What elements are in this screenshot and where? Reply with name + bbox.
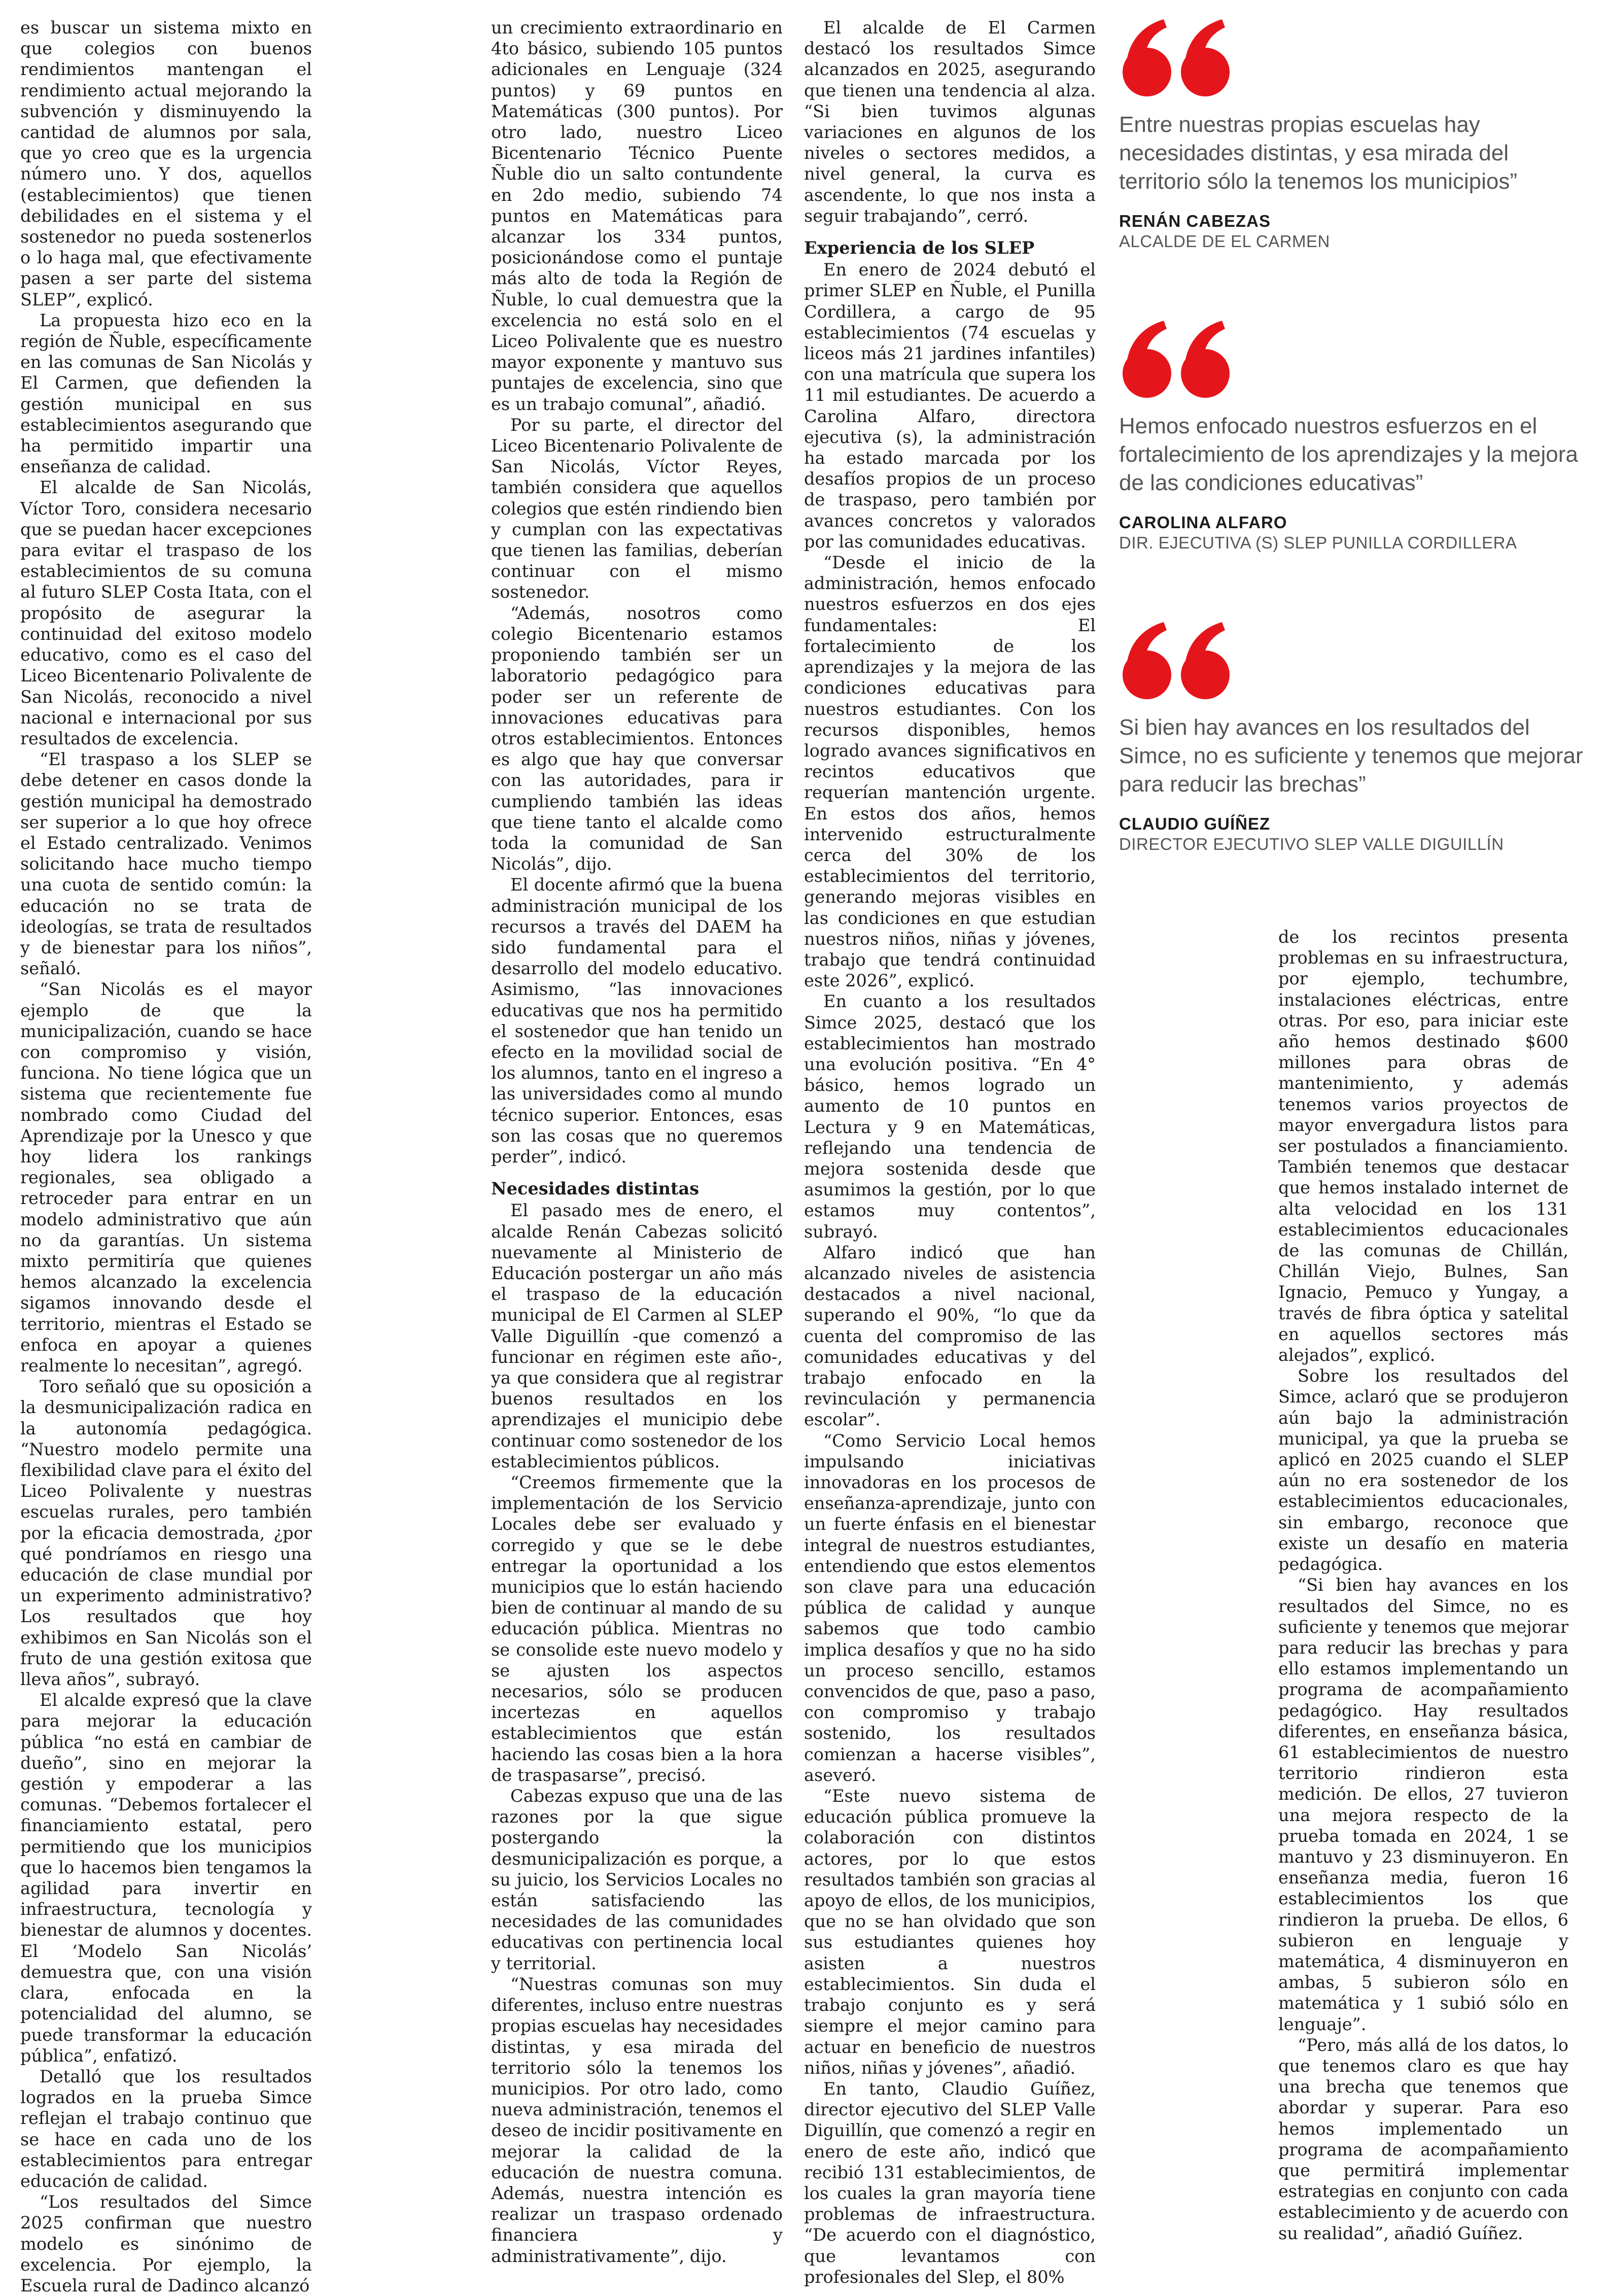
pull-quote-role: DIRECTOR EJECUTIVO SLEP VALLE DIGUILLÍN — [1119, 835, 1504, 853]
article-paragraph: “Desde el inicio de la administración, hemos enfocado nuestros esfuerzos en dos ejes fundamentales: El fortalecimiento de los aprendizajes y la mejora de las condiciones educativas para nuestros estudiantes. Con los recursos disponibles, hemos logrado avances significativos en recintos educativos que requerían mantención urgente. En estos dos años, hemos intervenido estructuralmente cerca del 30% de los establecimientos del territorio, generando mejoras visibles en las condiciones en que estudian nuestros niños, niñas y jóvenes, trabajo que tendrá continuidad este 2026”, explicó. — [804, 553, 1096, 991]
pull-quote-text: Hemos enfocado nuestros esfuerzos en el fortalecimiento de los aprendizajes y la mejora de las condiciones educativas” — [1119, 414, 1578, 495]
article-column-2 — [491, 17, 783, 2266]
pull-quote-guinez — [1119, 618, 1591, 854]
article-paragraph: “Pero, más allá de los datos, lo que tenemos claro es que hay una brecha que tenemos que abordar y superar. Para eso hemos implementado un programa de acompañamiento que permitirá implementar estrategias en conjunto con cada establecimiento y de acuerdo con su realidad”, añadió Guíñez. — [1278, 2035, 1568, 2243]
article-paragraph: un crecimiento extraordinario en 4to básico, subiendo 105 puntos adicionales en Lenguaje (324 puntos) y 69 puntos en Matemáticas (300 puntos). Por otro lado, nuestro Liceo Bicentenario Técnico Puente Ñuble dio un salto contundente en 2do medio, subiendo 74 puntos en Matemáticas para alcanzar los 334 puntos, posicionándose como el puntaje más alto de toda la Región de Ñuble, lo cual demuestra que la excelencia no está solo en el Liceo Polivalente que es nuestro mayor exponente y mantuvo sus puntajes de excelencia, sino que es un trabajo comunal”, añadió. — [491, 18, 783, 414]
quote-mark-icon — [1119, 317, 1241, 408]
article-paragraph: Por su parte, el director del Liceo Bicentenario Polivalente de San Nicolás, Víctor Reyes, también considera que aquellos colegios que estén rindiendo bien y cumplan con las expectativas que tienen las familias, deberían continuar con el mismo sostenedor. — [491, 415, 783, 602]
section-subheading: Experiencia de los SLEP — [804, 237, 1035, 258]
article-column-4 — [1278, 927, 1568, 2243]
pull-quote-author: CLAUDIO GUÍÑEZ — [1119, 814, 1271, 833]
article-paragraph: Detalló que los resultados logrados en la prueba Simce reflejan el trabajo continuo que se hace en cada uno de los establecimientos para entregar educación de calidad. — [20, 2066, 312, 2191]
article-paragraph: El pasado mes de enero, el alcalde Renán Cabezas solicitó nuevamente al Ministerio de Educación postergar un año más el traspaso de la educación municipal de El Carmen al SLEP Valle Diguillín -que comenzó a funcionar en régimen este año-, ya que considera que al registrar buenos resultados en los aprendizajes el municipio debe continuar como sostenedor de los establecimientos públicos. — [491, 1201, 783, 1471]
article-paragraph: El alcalde expresó que la clave para mejorar la educación pública “no está en cambiar de dueño”, sino en mejorar la gestión y empoderar a las comunas. “Debemos fortalecer el financiamiento estatal, pero permitiendo que los municipios que lo hacemos bien tengamos la agilidad para invertir en infraestructura, tecnología y bienestar de alumnos y docentes. El ‘Modelo San Nicolás’ demuestra que, con una visión clara, enfocada en la potencialidad del alumno, se puede transformar la educación pública”, enfatizó. — [20, 1690, 312, 2066]
article-paragraph: de los recintos presenta problemas en su infraestructura, por ejemplo, techumbre, instalaciones eléctricas, entre otras. Por eso, para iniciar este año hemos destinado $600 millones para obras de mantenimiento, y además tenemos varios proyectos de mayor envergadura listos para ser postulados a financiamiento. También tenemos que destacar que hemos instalado internet de alta velocidad en los 131 establecimientos educacionales de las comunas de Chillán, Chillán Viejo, Bulnes, San Ignacio, Pemuco y Yungay, a través de fibra óptica y satelital en aquellos sectores más alejados”, explicó. — [1278, 927, 1568, 1365]
pull-quote-text: Entre nuestras propias escuelas hay necesidades distintas, y esa mirada del territorio sólo la tenemos los municipios” — [1119, 112, 1517, 194]
pull-quote-author: CAROLINA ALFARO — [1119, 513, 1287, 532]
article-column-1 — [20, 17, 312, 2295]
pull-quote-role: ALCALDE DE EL CARMEN — [1119, 232, 1330, 251]
article-paragraph: “Nuestras comunas son muy diferentes, incluso entre nuestras propias escuelas hay necesidades distintas, y esa mirada del territorio sólo la tenemos los municipios. Por otro lado, como nueva administración, tenemos el deseo de incidir positivamente en mejorar la calidad de la educación de nuestra comuna. Además, nuestra intención es realizar un traspaso ordenado financiera y administrativamente”, dijo. — [491, 1974, 783, 2266]
article-paragraph: Alfaro indicó que han alcanzado niveles de asistencia destacados a nivel nacional, superando el 90%, “lo que da cuenta del compromiso de las comunidades educativas y del trabajo enfocado en la revinculación y permanencia escolar”. — [804, 1242, 1096, 1430]
section-subheading: Necesidades distintas — [491, 1178, 700, 1199]
article-paragraph: “Este nuevo sistema de educación pública promueve la colaboración con distintos actores, por lo que estos resultados también son gracias al apoyo de ellos, de los municipios, que no se han olvidado que son sus estudiantes quienes hoy asisten a nuestros establecimientos. Sin duda el trabajo conjunto es y será siempre el mejor camino para actuar en beneficio de nuestros niños, niñas y jóvenes”, añadió. — [804, 1786, 1096, 2078]
article-paragraph: En cuanto a los resultados Simce 2025, destacó que los establecimientos han mostrado una evolución positiva. “En 4° básico, hemos logrado un aumento de 10 puntos en Lectura y 9 en Matemáticas, reflejando una tendencia de mejora sostenida desde que asumimos la gestión, por lo que estamos muy contentos”, subrayó. — [804, 991, 1096, 1242]
article-paragraph: “El traspaso a los SLEP se debe detener en casos donde la gestión municipal ha demostrado ser superior a lo que hoy ofrece el Estado centralizado. Venimos solicitando hace mucho tiempo una cuota de sentido común: la educación no se trata de ideologías, se trata de resultados y de bienestar para los niños”, señaló. — [20, 749, 312, 979]
article-paragraph: En enero de 2024 debutó el primer SLEP en Ñuble, el Punilla Cordillera, a cargo de 95 establecimientos (74 escuelas y liceos más 21 jardines infantiles) con una matrícula que supera los 11 mil estudiantes. De acuerdo a Carolina Alfaro, directora ejecutiva (s), la administración ha estado marcada por los desafíos propios de un proceso de traspaso, pero también por avances concretos y valorados por las comunidades educativas. — [804, 260, 1096, 552]
article-paragraph: “San Nicolás es el mayor ejemplo de que la municipalización, cuando se hace con compromiso y visión, funciona. No tiene lógica que un sistema que recientemente fue nombrado como Ciudad del Aprendizaje por la Unesco y que hoy lidera los rankings regionales, sea obligado a retroceder para entrar en un modelo administrativo que aún no da garantías. Un sistema mixto permitiría que quienes hemos alcanzado la excelencia sigamos innovando desde el territorio, mientras el Estado se enfoca en apoyar a quienes realmente lo necesitan”, agregó. — [20, 979, 312, 1376]
quote-mark-icon — [1119, 15, 1241, 107]
article-paragraph: La propuesta hizo eco en la región de Ñuble, específicamente en las comunas de San Nicolás y El Carmen, que defienden la gestión municipal en sus establecimientos asegurando que ha permitido impartir una enseñanza de calidad. — [20, 310, 312, 477]
article-paragraph: es buscar un sistema mixto en que colegios con buenos rendimientos mantengan el rendimiento actual mejorando la subvención y disminuyendo la cantidad de alumnos por sala, que yo creo que es la urgencia número uno. Y dos, aquellos (establecimientos) que tienen debilidades en el sistema y el sostenedor no pueda sostenerlos o lo haga mal, que efectivamente pasen a ser parte del sistema SLEP”, explicó. — [20, 18, 312, 310]
article-column-3 — [804, 17, 1096, 2287]
article-paragraph: “Si bien hay avances en los resultados del Simce, no es suficiente y tenemos que mejorar para reducir las brechas y para ello estamos implementando un programa de acompañamiento pedagógico. Hay resultados diferentes, en enseñanza básica, 61 establecimientos de nuestro territorio rindieron esta medición. De ellos, 27 tuvieron una mejora respecto de la prueba tomada en 2024, 1 se mantuvo y 23 disminuyeron. En enseñanza media, fueron 16 establecimientos los que rindieron la prueba. De ellos, 6 subieron en lenguaje y matemática, 4 disminuyeron en ambas, 5 subieron sólo en matemática y 1 subió sólo en lenguaje”. — [1278, 1575, 1568, 2034]
article-paragraph: En tanto, Claudio Guíñez, director ejecutivo del SLEP Valle Diguillín, que comenzó a regir en enero de este año, indicó que recibió 131 establecimientos, de los cuales la gran mayoría tiene problemas de infraestructura. “De acuerdo con el diagnóstico, que levantamos con profesionales del Slep, el 80% — [804, 2078, 1096, 2287]
article-paragraph: El alcalde de El Carmen destacó los resultados Simce alcanzados en 2025, asegurando que tienen una tendencia al alza. “Si bien tuvimos algunas variaciones en algunos de los niveles o sectores medidos, a nivel general, la curva es ascendente, lo que nos insta a seguir trabajando”, cerró. — [804, 18, 1096, 226]
article-paragraph: El alcalde de San Nicolás, Víctor Toro, considera necesario que se puedan hacer excepciones para evitar el traspaso de los establecimientos de su comuna al futuro SLEP Costa Itata, con el propósito de asegurar la continuidad del exitoso modelo educativo, como es el caso del Liceo Bicentenario Polivalente de San Nicolás, reconocido a nivel nacional e internacional por sus resultados de excelencia. — [20, 477, 312, 748]
article-paragraph: “Como Servicio Local hemos impulsando iniciativas innovadoras en los procesos de enseñanza-aprendizaje, junto con un fuerte énfasis en el bienestar integral de nuestros estudiantes, entendiendo que estos elementos son clave para una educación pública de calidad y aunque sabemos que todo cambio implica desafíos y que no ha sido un proceso sencillo, estamos convencidos de que, paso a paso, con compromiso y trabajo sostenido, los resultados comienzan a hacerse visibles”, aseveró. — [804, 1430, 1096, 1785]
article-paragraph: Sobre los resultados del Simce, aclaró que se produjeron aún bajo la administración municipal, ya que la prueba se aplicó en 2025 cuando el SLEP aún no era sostenedor de los establecimientos educacionales, sin embargo, reconoce que existe un desafío en materia pedagógica. — [1278, 1366, 1568, 1574]
pull-quote-alfaro — [1119, 317, 1591, 553]
article-paragraph: “Además, nosotros como colegio Bicentenario estamos proponiendo también ser un laboratorio pedagógico para poder ser un referente de innovaciones educativas para otros establecimientos. Entonces es algo que hay que conversar con las autoridades, para ir cumpliendo también las ideas que tiene tanto el alcalde como toda la comunidad de San Nicolás”, dijo. — [491, 603, 783, 874]
article-paragraph: “Los resultados del Simce 2025 confirman que nuestro modelo es sinónimo de excelencia. Por ejemplo, la Escuela rural de Dadinco alcanzó — [20, 2192, 312, 2295]
pull-quote-text: Si bien hay avances en los resultados del Simce, no es suficiente y tenemos que mejorar para reducir las brechas” — [1119, 715, 1583, 797]
pull-quote-cabezas — [1119, 15, 1591, 252]
article-paragraph: Toro señaló que su oposición a la desmunicipalización radica en la autonomía pedagógica. “Nuestro modelo permite una flexibilidad clave para el éxito del Liceo Polivalente y nuestras escuelas rurales, pero también por la eficacia demostrada, ¿por qué pondríamos en riesgo una educación de clase mundial por un experimento administrativo? Los resultados que hoy exhibimos en San Nicolás son el fruto de una gestión exitosa que lleva años”, subrayó. — [20, 1377, 312, 1690]
pull-quote-role: DIR. EJECUTIVA (S) SLEP PUNILLA CORDILLERA — [1119, 533, 1517, 552]
article-paragraph: Cabezas expuso que una de las razones por la que sigue postergando la desmunicipalización es porque, a su juicio, los Servicios Locales no están satisfaciendo las necesidades de las comunidades educativas con pertinencia local y territorial. — [491, 1786, 783, 1973]
article-paragraph: “Creemos firmemente que la implementación de los Servicio Locales debe ser evaluado y corregido y que se le debe entregar la oportunidad a los municipios que lo están haciendo bien de continuar al mando de su educación pública. Mientras no se consolide este nuevo modelo y se ajusten los aspectos necesarios, sólo se producen incertezas en aquellos establecimientos que están haciendo las cosas bien a la hora de traspasarse”, precisó. — [491, 1472, 783, 1785]
pull-quote-author: RENÁN CABEZAS — [1119, 212, 1271, 230]
article-paragraph: El docente afirmó que la buena administración municipal de los recursos a través del DAEM ha sido fundamental para el desarrollo del modelo educativo. Asimismo, “las innovaciones educativas que nos ha permitido el sostenedor que han tenido un efecto en la movilidad social de los alumnos, tanto en el ingreso a las universidades como al mundo técnico superior. Entonces, esas son las cosas que no queremos perder”, indicó. — [491, 875, 783, 1167]
quote-mark-icon — [1119, 618, 1241, 709]
